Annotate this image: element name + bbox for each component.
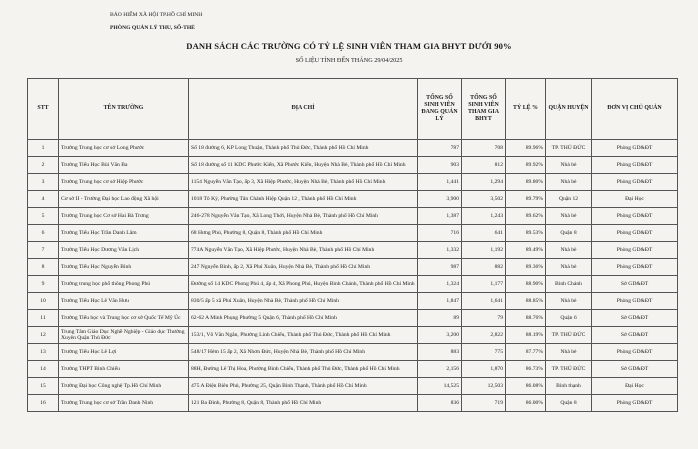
- cell-owner: Phòng GD&ĐT: [592, 344, 678, 361]
- cell-insured-students: 3,502: [462, 191, 506, 208]
- cell-total-students: 1,441: [418, 174, 462, 191]
- cell-address: 62-62 A Minh Phụng Phường 5 Quận 6, Thành phố Hồ Chí Minh: [189, 310, 418, 327]
- col-header-district: QUẬN HUYỆN: [546, 79, 592, 140]
- cell-owner: Sở GD&ĐT: [592, 310, 678, 327]
- cell-owner: Phòng GD&ĐT: [592, 259, 678, 276]
- cell-owner: Phòng GD&ĐT: [592, 140, 678, 157]
- cell-owner: Phòng GD&ĐT: [592, 242, 678, 259]
- cell-total-students: 903: [418, 157, 462, 174]
- cell-school-name: Trường Tiểu Học Lê Lợi: [59, 344, 189, 361]
- cell-school-name: Trường Tiểu Học Lê Văn Hưu: [59, 293, 189, 310]
- cell-owner: Phòng GD&ĐT: [592, 293, 678, 310]
- table-row: [28, 259, 678, 276]
- cell-district: Quận 12: [546, 191, 592, 208]
- cell-rate: 89.79%: [506, 191, 546, 208]
- cell-stt: 3: [28, 174, 59, 191]
- cell-stt: 10: [28, 293, 59, 310]
- cell-insured-students: 775: [462, 344, 506, 361]
- table-row: [28, 310, 678, 327]
- cell-total-students: 2,156: [418, 361, 462, 378]
- cell-school-name: Trường Tiểu học và Trung học cơ sở Quốc Tế Mỹ Úc: [59, 310, 189, 327]
- schools-table: [27, 78, 678, 412]
- cell-district: Bình Chánh: [546, 276, 592, 293]
- cell-stt: 2: [28, 157, 59, 174]
- cell-school-name: Trường Tiểu Học Dương Văn Lịch: [59, 242, 189, 259]
- cell-address: 247 Nguyễn Bình, ấp 2, Xã Phú Xuân, Huyện Nhà Bè, Thành phố Hồ Chí Minh: [189, 259, 418, 276]
- cell-address: Số 18 đường 6, KP Long Thuận, Thành phố Thủ Đức, Thành phố Hồ Chí Minh: [189, 140, 418, 157]
- cell-stt: 8: [28, 259, 59, 276]
- document-title: DANH SÁCH CÁC TRƯỜNG CÓ TỶ LỆ SINH VIÊN THAM GIA BHYT DƯỚI 90%: [186, 41, 512, 51]
- cell-total-students: 1,332: [418, 242, 462, 259]
- cell-address: 88H, Đường Lê Thị Hoa, Phường Bình Chiểu, Thành phố Thủ Đức, Thành phố Hồ Chí Minh: [189, 361, 418, 378]
- table-row: [28, 174, 678, 191]
- cell-stt: 14: [28, 361, 59, 378]
- table-row: [28, 378, 678, 395]
- cell-insured-students: 708: [462, 140, 506, 157]
- table-row: [28, 395, 678, 412]
- cell-address: Đường số 14 KDC Phong Phú 4, ấp 4, Xã Phong Phú, Huyện Bình Chánh, Thành phố Hồ Chí Minh: [189, 276, 418, 293]
- cell-owner: Phòng GD&ĐT: [592, 395, 678, 412]
- col-header-rate: TỶ LỆ %: [506, 79, 546, 140]
- table-body: [28, 140, 678, 412]
- cell-rate: 89.96%: [506, 140, 546, 157]
- cell-total-students: 787: [418, 140, 462, 157]
- cell-stt: 6: [28, 225, 59, 242]
- cell-insured-students: 12,503: [462, 378, 506, 395]
- cell-rate: 89.49%: [506, 242, 546, 259]
- cell-school-name: Trường Trung học Cơ sở Hai Bà Trưng: [59, 208, 189, 225]
- cell-school-name: Trường Đại học Công nghệ Tp.Hồ Chí Minh: [59, 378, 189, 395]
- table-row: [28, 276, 678, 293]
- cell-total-students: 836: [418, 395, 462, 412]
- cell-insured-students: 812: [462, 157, 506, 174]
- cell-owner: Đại Học: [592, 191, 678, 208]
- cell-district: Nhà bè: [546, 344, 592, 361]
- cell-rate: 86.08%: [506, 378, 546, 395]
- cell-district: Nhà bè: [546, 242, 592, 259]
- cell-total-students: 883: [418, 344, 462, 361]
- cell-rate: 88.90%: [506, 276, 546, 293]
- col-header-address: ĐỊA CHỈ: [189, 79, 418, 140]
- cell-school-name: Cơ sở II - Trường Đại học Lao động Xã hội: [59, 191, 189, 208]
- cell-district: TP. THỦ ĐỨC: [546, 327, 592, 344]
- cell-rate: 89.62%: [506, 208, 546, 225]
- cell-insured-students: 1,641: [462, 293, 506, 310]
- cell-insured-students: 1,870: [462, 361, 506, 378]
- cell-insured-students: 719: [462, 395, 506, 412]
- cell-total-students: 987: [418, 259, 462, 276]
- cell-district: Quận 8: [546, 225, 592, 242]
- cell-district: TP. THỦ ĐỨC: [546, 140, 592, 157]
- cell-address: 153/1, Võ Văn Ngân, Phường Linh Chiểu, Thành phố Thủ Đức, Thành phố Hồ Chí Minh: [189, 327, 418, 344]
- cell-district: Nhà bè: [546, 293, 592, 310]
- cell-district: Quận 6: [546, 310, 592, 327]
- col-header-insured: TỔNG SỐ SINH VIÊN THAM GIA BHYT: [462, 79, 506, 140]
- cell-school-name: Trường Tiểu Học Bùi Văn Ba: [59, 157, 189, 174]
- cell-school-name: Trung Tâm Giáo Dục Nghề Nghiệp - Giáo dục Thường Xuyên Quận Thủ Đức: [59, 327, 189, 344]
- cell-address: 548/17 Hẻm 15 ấp 2, Xã Nhơn Đức, Huyện Nhà Bè, Thành phố Hồ Chí Minh: [189, 344, 418, 361]
- table-row: [28, 191, 678, 208]
- cell-stt: 13: [28, 344, 59, 361]
- cell-total-students: 1,387: [418, 208, 462, 225]
- cell-total-students: 1,324: [418, 276, 462, 293]
- cell-insured-students: 1,243: [462, 208, 506, 225]
- cell-rate: 89.53%: [506, 225, 546, 242]
- cell-owner: Phòng GD&ĐT: [592, 157, 678, 174]
- cell-rate: 89.80%: [506, 174, 546, 191]
- cell-insured-students: 882: [462, 259, 506, 276]
- cell-insured-students: 2,822: [462, 327, 506, 344]
- cell-stt: 5: [28, 208, 59, 225]
- cell-stt: 16: [28, 395, 59, 412]
- col-header-name: TÊN TRƯỜNG: [59, 79, 189, 140]
- cell-owner: Phòng GD&ĐT: [592, 208, 678, 225]
- cell-school-name: Trường Tiểu Học Trần Danh Lâm: [59, 225, 189, 242]
- cell-owner: Phòng GD&ĐT: [592, 174, 678, 191]
- cell-rate: 88.19%: [506, 327, 546, 344]
- cell-address: 246-278 Nguyễn Văn Tạo, Xã Long Thới, Huyện Nhà Bè, Thành phố Hồ Chí Minh: [189, 208, 418, 225]
- table-row: [28, 327, 678, 344]
- cell-address: 475 A Điện Biên Phủ, Phường 25, Quận Bình Thạnh, Thành phố Hồ Chí Minh: [189, 378, 418, 395]
- col-header-stt: STT: [28, 79, 59, 140]
- table-row: [28, 344, 678, 361]
- cell-district: TP. THỦ ĐỨC: [546, 361, 592, 378]
- cell-rate: 89.36%: [506, 259, 546, 276]
- cell-address: 68 Hưng Phú, Phường 8, Quận 8, Thành phố Hồ Chí Minh: [189, 225, 418, 242]
- cell-owner: Sở GD&ĐT: [592, 361, 678, 378]
- cell-rate: 88.85%: [506, 293, 546, 310]
- cell-total-students: 1,847: [418, 293, 462, 310]
- cell-total-students: 14,525: [418, 378, 462, 395]
- table-row: [28, 157, 678, 174]
- cell-stt: 11: [28, 310, 59, 327]
- cell-address: 121 Ba Đình, Phường 8, Quận 8, Thành phố Hồ Chí Minh: [189, 395, 418, 412]
- cell-owner: Sở GD&ĐT: [592, 327, 678, 344]
- col-header-total: TỔNG SỐ SINH VIÊN ĐANG QUẢN LÝ: [418, 79, 462, 140]
- document-subtitle: SỐ LIỆU TÍNH ĐẾN THÁNG 29/04/2025: [295, 57, 403, 64]
- cell-school-name: Trường Trung học cơ sở Trần Danh Ninh: [59, 395, 189, 412]
- cell-address: Số 18 đường số 11 KDC Phước Kiển, Xã Phước Kiển, Huyện Nhà Bè, Thành phố Hồ Chí Minh: [189, 157, 418, 174]
- cell-insured-students: 79: [462, 310, 506, 327]
- cell-district: Nhà bè: [546, 157, 592, 174]
- cell-rate: 86.73%: [506, 361, 546, 378]
- cell-address: 830/5 ấp 5 xã Phú Xuân, Huyện Nhà Bè, Thành phố Hồ Chí Minh: [189, 293, 418, 310]
- table-row: [28, 225, 678, 242]
- cell-stt: 7: [28, 242, 59, 259]
- cell-district: Quận 8: [546, 395, 592, 412]
- cell-address: 1154 Nguyễn Văn Tạo, ấp 3, Xã Hiệp Phước, Huyện Nhà Bè, Thành phố Hồ Chí Minh: [189, 174, 418, 191]
- table-row: [28, 208, 678, 225]
- cell-address: 1018 Tô Ký, Phường Tân Chánh Hiệp Quận 12 , Thành phố Hồ Chí Minh: [189, 191, 418, 208]
- table-row: [28, 293, 678, 310]
- table-header-row: [28, 79, 678, 140]
- table-row: [28, 361, 678, 378]
- cell-school-name: Trường Trung học cơ sở Long Phước: [59, 140, 189, 157]
- cell-total-students: 3,900: [418, 191, 462, 208]
- cell-owner: Đại Học: [592, 378, 678, 395]
- cell-district: Bình thạnh: [546, 378, 592, 395]
- table-row: [28, 242, 678, 259]
- col-header-owner: ĐƠN VỊ CHỦ QUẢN: [592, 79, 678, 140]
- cell-rate: 88.76%: [506, 310, 546, 327]
- cell-stt: 15: [28, 378, 59, 395]
- cell-district: Nhà bè: [546, 208, 592, 225]
- cell-district: Nhà bè: [546, 259, 592, 276]
- cell-insured-students: 1,192: [462, 242, 506, 259]
- cell-address: 774A Nguyễn Văn Tạo, Xã Hiệp Phước, Huyện Nhà Bè, Thành phố Hồ Chí Minh: [189, 242, 418, 259]
- cell-stt: 1: [28, 140, 59, 157]
- cell-school-name: Trường THPT Bình Chiểu: [59, 361, 189, 378]
- cell-total-students: 716: [418, 225, 462, 242]
- cell-rate: 87.77%: [506, 344, 546, 361]
- cell-school-name: Trường Tiểu Học Nguyễn Bình: [59, 259, 189, 276]
- cell-insured-students: 1,294: [462, 174, 506, 191]
- table-row: [28, 140, 678, 157]
- cell-stt: 9: [28, 276, 59, 293]
- cell-district: Nhà bè: [546, 174, 592, 191]
- cell-owner: Sở GD&ĐT: [592, 276, 678, 293]
- cell-owner: Phòng GD&ĐT: [592, 225, 678, 242]
- cell-rate: 89.92%: [506, 157, 546, 174]
- agency-name: BẢO HIỂM XÃ HỘI TP.HỒ CHÍ MINH: [110, 12, 203, 18]
- cell-total-students: 89: [418, 310, 462, 327]
- cell-insured-students: 1,177: [462, 276, 506, 293]
- cell-stt: 12: [28, 327, 59, 344]
- cell-school-name: Trường Trung học cơ sở Hiệp Phước: [59, 174, 189, 191]
- cell-total-students: 3,200: [418, 327, 462, 344]
- cell-stt: 4: [28, 191, 59, 208]
- cell-insured-students: 641: [462, 225, 506, 242]
- cell-school-name: Trường trung học phổ thông Phong Phú: [59, 276, 189, 293]
- department-name: PHÒNG QUẢN LÝ THU, SỔ-THẺ: [110, 25, 195, 31]
- cell-rate: 86.00%: [506, 395, 546, 412]
